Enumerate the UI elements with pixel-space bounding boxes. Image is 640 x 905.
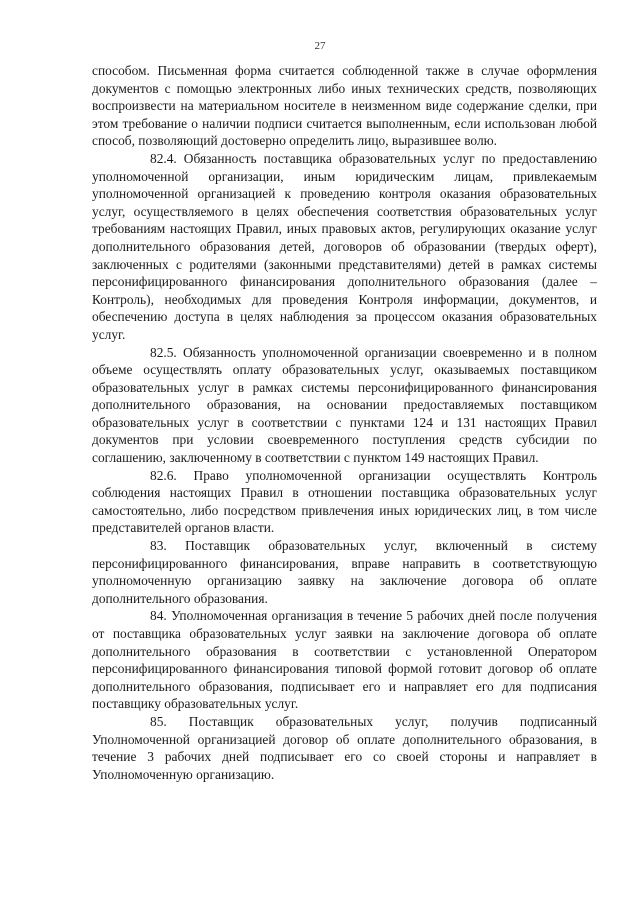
document-body [92, 62, 597, 783]
paragraph-83: 83. Поставщик образовательных услуг, включенный в систему персонифицированного финансирования, вправе направить в соответствующую уполномоченную организацию заявку на заключение договора об оплате дополнительного образования. [92, 538, 597, 606]
paragraph-82-6: 82.6. Право уполномоченной организации осуществлять Контроль соблюдения настоящих Правил в отношении поставщика образовательных услуг самостоятельно, либо посредством привлечения иных юридических лиц, в том числе представителей органов власти. [92, 467, 597, 536]
paragraph-85: 85. Поставщик образовательных услуг, получив подписанный Уполномоченной организацией договор об оплате дополнительного образования, в течение 3 рабочих дней подписывает его со своей стороны и направляет в Уполномоченную организацию. [92, 713, 597, 782]
paragraph-82-4: 82.4. Обязанность поставщика образовательных услуг по предоставлению уполномоченной организации, иным юридическим лицам, привлекаемым уполномоченной организацией к проведению контроля оказания образовательных услуг, осуществляемого в целях обеспечения соответствия образовательных услуг требованиям настоящих Правил, иных правовых актов, регулирующих оказание услуг дополнительного образования детей, договоров об образовании (твердых оферт), заключенных с родителями (законными представителями) детей в рамках системы персонифицированного финансирования дополнительного образования (далее – Контроль), необходимых для проведения Контроля информации, документов, и обеспечению доступа в целях наблюдения за процессом оказания образовательных услуг. [92, 150, 597, 342]
paragraph-continuation: способом. Письменная форма считается соблюденной также в случае оформления документов с помощью электронных либо иных технических средств, позволяющих воспроизвести на материальном носителе в неизменном виде содержание сделки, при этом требование о наличии подписи считается выполненным, если использован любой способ, позволяющий достоверно определить лицо, выразившее волю. [92, 63, 597, 149]
page-number: 27 [314, 40, 326, 52]
paragraph-84: 84. Уполномоченная организация в течение 5 рабочих дней после получения от поставщика образовательных услуг заявки на заключение договора об оплате дополнительного образования в соответствии с установленной Оператором персонифицированного финансирования типовой формой готовит договор об оплате дополнительного образования, подписывает его и направляет его для подписания поставщику образовательных услуг. [92, 608, 597, 712]
paragraph-82-5: 82.5. Обязанность уполномоченной организации своевременно и в полном объеме осуществлять оплату образовательных услуг, оказываемых поставщиком образовательных услуг в рамках системы персонифицированного финансирования дополнительного образования, на основании предоставляемых поставщиком образовательных услуг в соответствии с пунктами 124 и 131 настоящих Правил документов при условии своевременного поступления средств субсидии по соглашению, заключенному в соответствии с пунктом 149 настоящих Правил. [92, 344, 597, 466]
